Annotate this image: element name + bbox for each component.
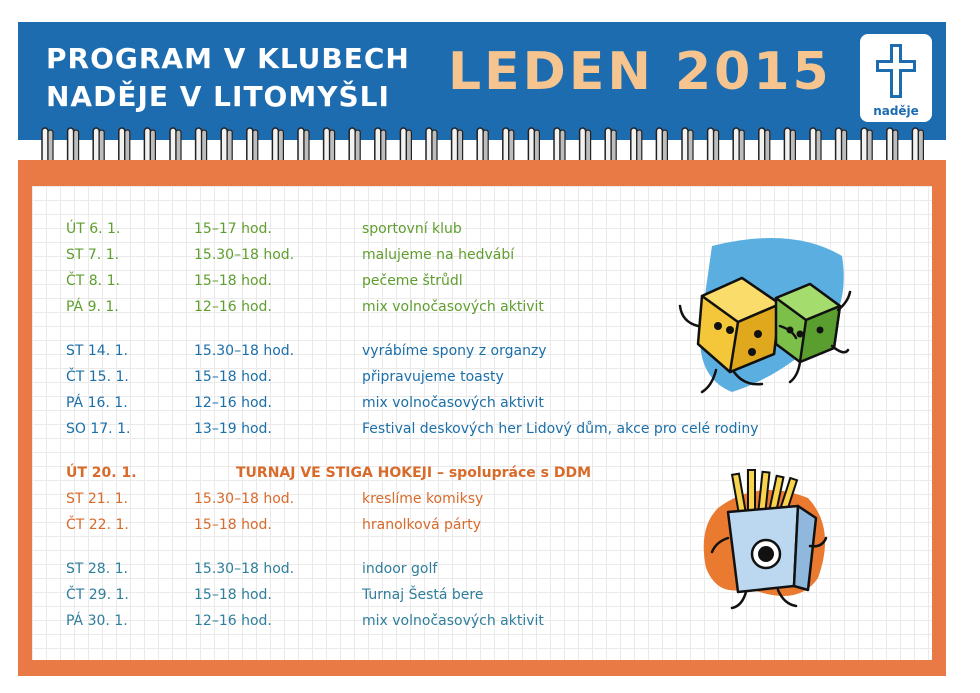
cross-icon	[874, 42, 918, 100]
row-activity: sportovní klub	[362, 221, 462, 237]
row-time: 12–16 hod.	[194, 299, 272, 315]
row-time: 15.30–18 hod.	[194, 247, 295, 263]
row-day: SO 17. 1.	[66, 421, 131, 437]
row-time: 15–18 hod.	[194, 587, 272, 603]
row-day: ST 28. 1.	[66, 561, 128, 577]
schedule-row	[32, 421, 912, 445]
row-day: ST 21. 1.	[66, 491, 128, 507]
row-time: 15–18 hod.	[194, 369, 272, 385]
row-activity: Turnaj Šestá bere	[362, 587, 484, 603]
calendar-board	[18, 160, 946, 676]
row-day: ST 14. 1.	[66, 343, 128, 359]
row-activity: mix volnočasových aktivit	[362, 299, 544, 315]
row-day: ÚT 6. 1.	[66, 221, 121, 237]
row-time: 15–17 hod.	[194, 221, 272, 237]
row-activity: připravujeme toasty	[362, 369, 504, 385]
row-activity: mix volnočasových aktivit	[362, 395, 544, 411]
title-line-1: PROGRAM V KLUBECH	[46, 42, 410, 75]
row-activity: indoor golf	[362, 561, 438, 577]
row-day: ČT 29. 1.	[66, 587, 129, 603]
schedule-paper	[32, 186, 932, 660]
row-time: 15.30–18 hod.	[194, 343, 295, 359]
row-day: PÁ 16. 1.	[66, 395, 128, 411]
row-time: 15.30–18 hod.	[194, 561, 295, 577]
row-activity: mix volnočasových aktivit	[362, 613, 544, 629]
header-title	[46, 40, 410, 116]
row-time: 15.30–18 hod.	[194, 491, 295, 507]
nadeje-logo	[860, 34, 932, 122]
row-day: ČT 8. 1.	[66, 273, 120, 289]
row-day: PÁ 9. 1.	[66, 299, 119, 315]
row-activity: vyrábíme spony z organzy	[362, 343, 547, 359]
row-day: ČT 15. 1.	[66, 369, 129, 385]
row-activity: malujeme na hedvábí	[362, 247, 515, 263]
row-time: 12–16 hod.	[194, 395, 272, 411]
header-banner	[18, 22, 946, 140]
row-day: ČT 22. 1.	[66, 517, 129, 533]
title-line-2: NADĚJE V LITOMYŠLI	[46, 80, 390, 113]
row-time: 12–16 hod.	[194, 613, 272, 629]
row-time: 13–19 hod.	[194, 421, 272, 437]
row-time: 15–18 hod.	[194, 273, 272, 289]
row-activity: hranolková párty	[362, 517, 482, 533]
month-title: LEDEN 2015	[448, 42, 832, 102]
row-day: PÁ 30. 1.	[66, 613, 128, 629]
row-time: 15–18 hod.	[194, 517, 272, 533]
row-day: ÚT 20. 1.	[66, 465, 137, 481]
row-day: ST 7. 1.	[66, 247, 120, 263]
row-activity: pečeme štrůdl	[362, 273, 463, 289]
row-activity: Festival deskových her Lidový dům, akce pro celé rodiny	[362, 421, 759, 437]
special-event-title: TURNAJ VE STIGA HOKEJI – spolupráce s DDM	[236, 465, 592, 481]
logo-text: naděje	[873, 104, 919, 118]
schedule-row	[32, 395, 912, 419]
dice-characters-icon	[672, 226, 852, 398]
row-activity: kreslíme komiksy	[362, 491, 484, 507]
french-fries-character-icon	[698, 468, 838, 618]
